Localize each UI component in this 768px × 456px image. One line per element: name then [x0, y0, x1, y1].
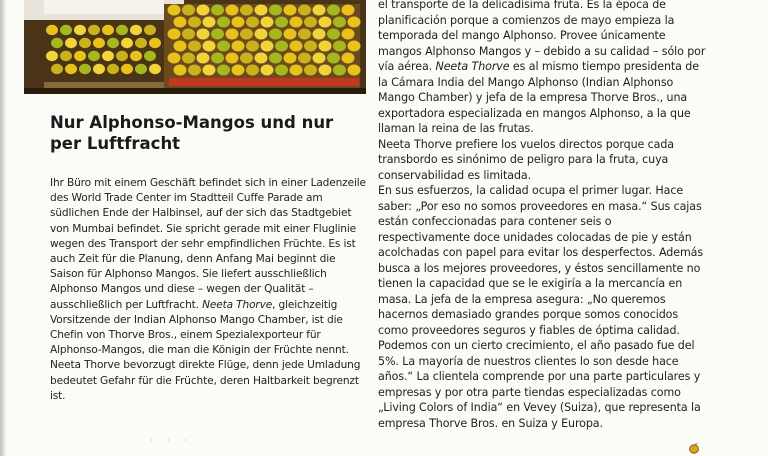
- mango-crates-illustration: [24, 0, 366, 94]
- left-column: [50, 112, 368, 404]
- right-paragraph-1: el transporte de la delicadísima fruta. Es la época de planificación porque a comienzos de mayo empieza la temporada del mango Alphonso. Provee únicamente mangos Alphonso Mangos y – debido a su calidad – sólo por vía aérea. Neeta Thorve es al mismo tiempo presidenta de la Cámara India del Mango Alphonso (Indian Alphonso Mango Chamber) y jefa de la empresa Thorve Bros., una exportadora especializada en mangos Alphonso, a la que llaman la reina de las frutas.: [378, 0, 706, 135]
- mango-icon: [688, 442, 700, 454]
- article-heading: Nur Alphonso-Mangos und nur per Luftfracht: [50, 113, 334, 153]
- scan-speckles: · · ·: [150, 436, 193, 445]
- mango-photo: [24, 0, 366, 94]
- right-paragraph-3: En sus esfuerzos, la calidad ocupa el primer lugar. Hace saber: „Por eso no somos proveedores en masa.“ Sus cajas están confeccionadas para contener seis o respectivamente doce unidades colocadas de pie y están acolchadas con papel para evitar los desperfectos. Además busca a los mejores proveedores, y éstos sencillamente no tienen la capacidad que se le exigiría a la mercancía en masa. La jefa de la empresa asegura: „No queremos hacernos demasiado grandes porque somos conocidos como proveedores seguros y fiables de óptima calidad. Podemos con un cierto crecimiento, el año pasado fue del 5%. La mayoría de nuestros clientes lo son desde hace años.“ La clientela comprende por una parte particulares y empresas y por otra parte tiendas especializadas como „Living Colors of India“ en Vevey (Suiza), que representa la empresa Thorve Bros. en Suiza y Europa.: [378, 184, 704, 430]
- right-paragraph-2: Neeta Thorve prefiere los vuelos directos porque cada transbordo es sinónimo de peligro para la fruta, cuya conservabilidad es limitada.: [378, 137, 675, 182]
- left-paragraph-2: Neeta Thorve bevorzugt direkte Flüge, denn jede Umladung bedeutet Gefahr für die Früchte, deren Haltbarkeit begrenzt ist.: [50, 359, 361, 402]
- left-paragraph-1: Ihr Büro mit einem Geschäft befindet sich in einer Ladenzeile des World Trade Center im Stadtteil Cuffe Parade am südlichen Ende der Halbinsel, auf der sich das Stadtgebiet von Mumbai befindet. Sie spricht gerade mit einer Fluglinie wegen des Transport der sehr empfindlichen Früchte. Es ist auch Zeit für die Planung, denn Anfang Mai beginnt die Saison für Alphonso Mangos. Sie liefert ausschließlich Alphonso Mangos und diese – wegen der Qualität – ausschließlich per Luftfracht. Neeta Thorve, gleichzeitig Vorsitzende der Indian Alphonso Mango Chamber, ist die Chefin von Thorve Bros., einem Spezialexporteur für Alphonso-Mangos, die man die Königin der Früchte nennt.: [50, 177, 366, 357]
- right-column: [378, 0, 706, 431]
- page-binding-edge: [0, 0, 6, 456]
